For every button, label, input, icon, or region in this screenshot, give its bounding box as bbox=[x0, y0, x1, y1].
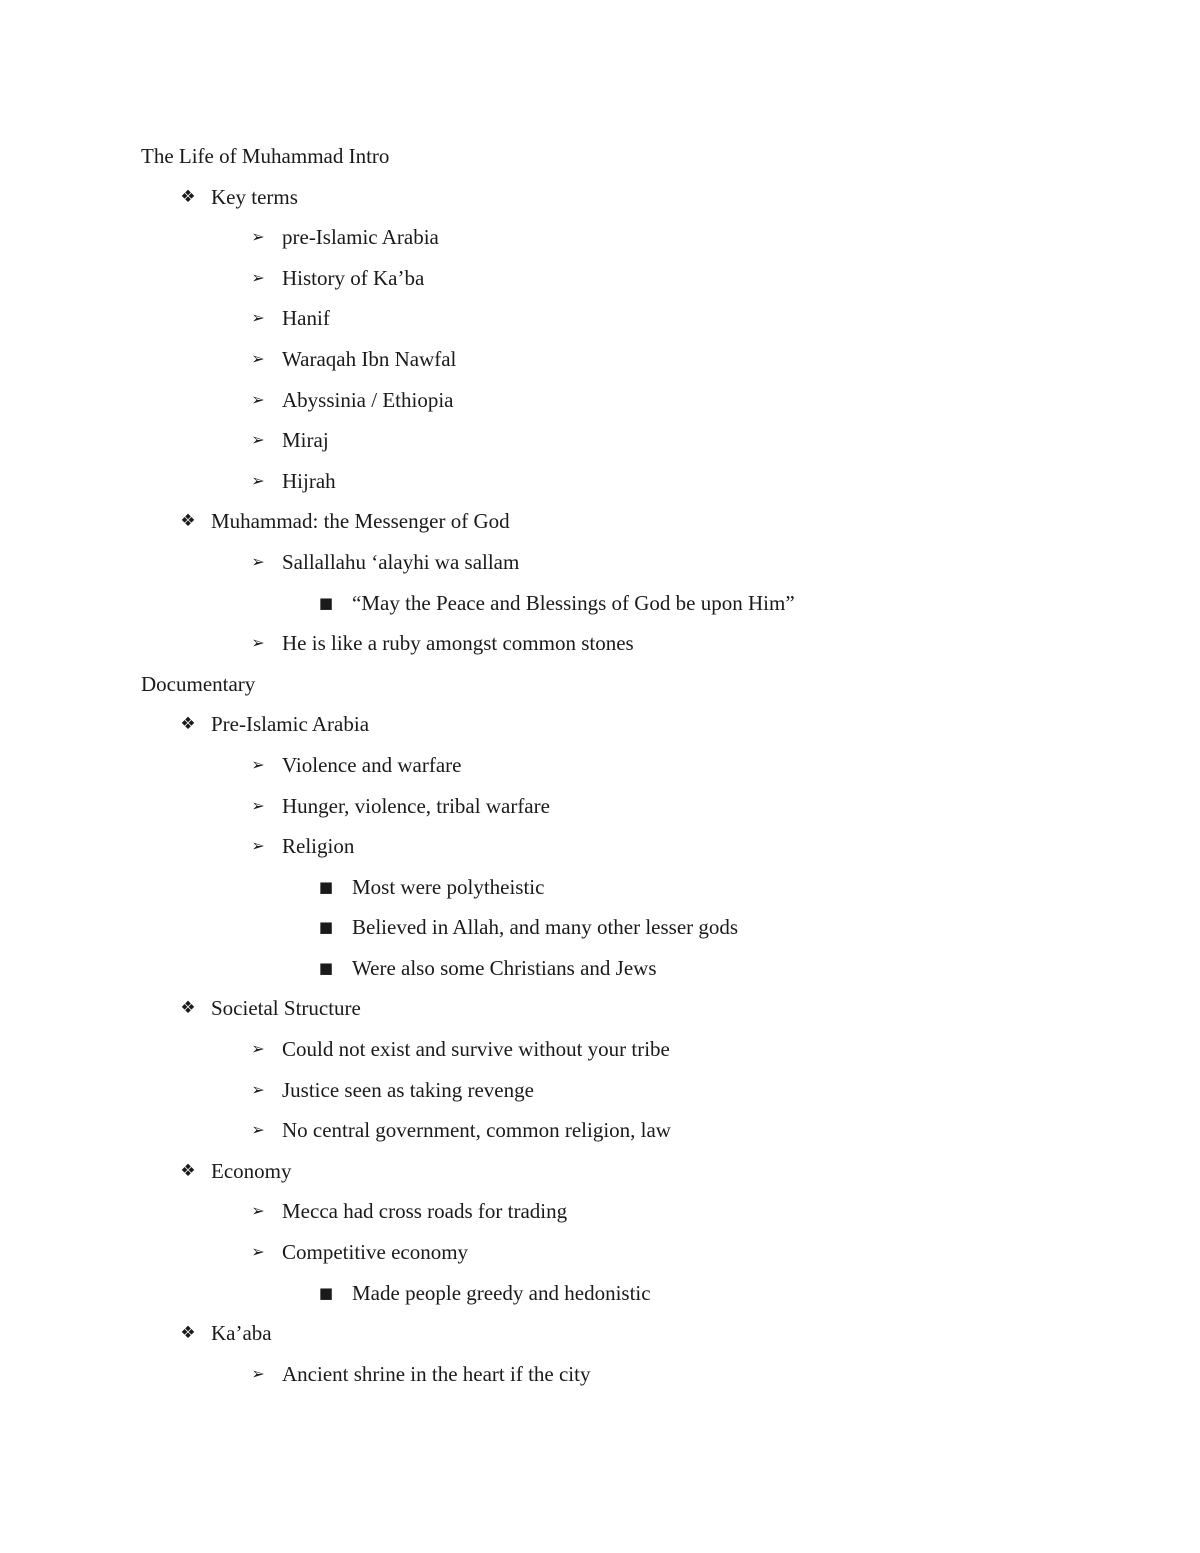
outline-item bbox=[141, 1151, 1141, 1192]
outline-item-text: Miraj bbox=[282, 428, 329, 453]
outline-item bbox=[141, 1354, 1141, 1395]
outline-item-text: Abyssinia / Ethiopia bbox=[282, 387, 454, 412]
arrowhead-bullet-icon: ➢ bbox=[251, 633, 265, 653]
outline-item-text: Pre-Islamic Arabia bbox=[211, 712, 370, 737]
outline-item bbox=[141, 867, 1141, 908]
outline-item-text: History of Ka’ba bbox=[282, 265, 425, 290]
outline-item bbox=[141, 826, 1141, 867]
outline-item-text: Ka’aba bbox=[211, 1321, 272, 1346]
outline-item-text: Justice seen as taking revenge bbox=[282, 1077, 534, 1102]
outline-item bbox=[141, 258, 1141, 299]
outline-item bbox=[141, 420, 1141, 461]
diamond-bullet-icon: ❖ bbox=[180, 186, 196, 207]
outline-item-text: Competitive economy bbox=[282, 1240, 469, 1265]
outline-item-text: Hijrah bbox=[282, 468, 336, 493]
arrowhead-bullet-icon: ➢ bbox=[251, 1201, 265, 1221]
outline-item bbox=[141, 786, 1141, 827]
outline-item-text: He is like a ruby amongst common stones bbox=[282, 631, 634, 656]
outline-item-text: pre-Islamic Arabia bbox=[282, 225, 439, 250]
diamond-bullet-icon: ❖ bbox=[180, 998, 196, 1019]
arrowhead-bullet-icon: ➢ bbox=[251, 1242, 265, 1262]
arrowhead-bullet-icon: ➢ bbox=[251, 1079, 265, 1099]
outline-item-text: Were also some Christians and Jews bbox=[352, 955, 657, 980]
arrowhead-bullet-icon: ➢ bbox=[251, 1363, 265, 1383]
arrowhead-bullet-icon: ➢ bbox=[251, 836, 265, 856]
outline-item bbox=[141, 745, 1141, 786]
outline-item bbox=[141, 907, 1141, 948]
arrowhead-bullet-icon: ➢ bbox=[251, 1120, 265, 1140]
square-bullet-icon: ■ bbox=[318, 593, 334, 612]
outline-item bbox=[141, 1232, 1141, 1273]
arrowhead-bullet-icon: ➢ bbox=[251, 348, 265, 368]
outline-item-text: Hanif bbox=[282, 306, 330, 331]
arrowhead-bullet-icon: ➢ bbox=[251, 470, 265, 490]
outline-item-text: “May the Peace and Blessings of God be upon Him” bbox=[352, 590, 795, 615]
section-heading-text: Documentary bbox=[141, 671, 256, 696]
outline-item bbox=[141, 177, 1141, 218]
outline-item bbox=[141, 542, 1141, 583]
arrowhead-bullet-icon: ➢ bbox=[251, 795, 265, 815]
outline-item bbox=[141, 461, 1141, 502]
outline-item-text: Most were polytheistic bbox=[352, 874, 545, 899]
outline-item bbox=[141, 1029, 1141, 1070]
arrowhead-bullet-icon: ➢ bbox=[251, 308, 265, 328]
outline-item bbox=[141, 1313, 1141, 1354]
square-bullet-icon: ■ bbox=[318, 1283, 334, 1302]
diamond-bullet-icon: ❖ bbox=[180, 511, 196, 532]
section-heading bbox=[141, 136, 1141, 177]
outline-item-text: Societal Structure bbox=[211, 996, 361, 1021]
diamond-bullet-icon: ❖ bbox=[180, 1323, 196, 1344]
square-bullet-icon: ■ bbox=[318, 958, 334, 977]
arrowhead-bullet-icon: ➢ bbox=[251, 267, 265, 287]
outline-item-text: Violence and warfare bbox=[282, 752, 462, 777]
outline-item-text: Ancient shrine in the heart if the city bbox=[282, 1361, 591, 1386]
outline-item-text: Hunger, violence, tribal warfare bbox=[282, 793, 550, 818]
outline-item bbox=[141, 704, 1141, 745]
diamond-bullet-icon: ❖ bbox=[180, 714, 196, 735]
diamond-bullet-icon: ❖ bbox=[180, 1160, 196, 1181]
outline-item-text: Religion bbox=[282, 834, 355, 859]
outline-item-text: No central government, common religion, law bbox=[282, 1118, 671, 1143]
arrowhead-bullet-icon: ➢ bbox=[251, 430, 265, 450]
section-heading-text: The Life of Muhammad Intro bbox=[141, 144, 390, 168]
outline-item-text: Believed in Allah, and many other lesser gods bbox=[352, 915, 739, 940]
arrowhead-bullet-icon: ➢ bbox=[251, 551, 265, 571]
outline-item-text: Economy bbox=[211, 1158, 292, 1183]
outline-item bbox=[141, 583, 1141, 624]
square-bullet-icon: ■ bbox=[318, 918, 334, 937]
outline-item bbox=[141, 217, 1141, 258]
outline-item-text: Waraqah Ibn Nawfal bbox=[282, 346, 457, 371]
outline-item-text: Key terms bbox=[211, 184, 298, 209]
outline-item bbox=[141, 1110, 1141, 1151]
arrowhead-bullet-icon: ➢ bbox=[251, 227, 265, 247]
outline-item-text: Muhammad: the Messenger of God bbox=[211, 509, 510, 534]
outline-item-text: Made people greedy and hedonistic bbox=[352, 1280, 651, 1305]
outline-item bbox=[141, 501, 1141, 542]
square-bullet-icon: ■ bbox=[318, 877, 334, 896]
outline-item-text: Mecca had cross roads for trading bbox=[282, 1199, 568, 1224]
outline-item bbox=[141, 948, 1141, 989]
outline-item bbox=[141, 1273, 1141, 1314]
outline-item bbox=[141, 380, 1141, 421]
section-heading bbox=[141, 664, 1141, 705]
outline-item bbox=[141, 1070, 1141, 1111]
outline-item-text: Could not exist and survive without your tribe bbox=[282, 1037, 670, 1062]
outline-item-text: Sallallahu ‘alayhi wa sallam bbox=[282, 549, 520, 574]
arrowhead-bullet-icon: ➢ bbox=[251, 1039, 265, 1059]
arrowhead-bullet-icon: ➢ bbox=[251, 754, 265, 774]
outline-item bbox=[141, 1191, 1141, 1232]
outline-notes bbox=[141, 136, 1141, 1394]
outline-item bbox=[141, 298, 1141, 339]
outline-item bbox=[141, 623, 1141, 664]
arrowhead-bullet-icon: ➢ bbox=[251, 389, 265, 409]
outline-item bbox=[141, 339, 1141, 380]
outline-item bbox=[141, 988, 1141, 1029]
